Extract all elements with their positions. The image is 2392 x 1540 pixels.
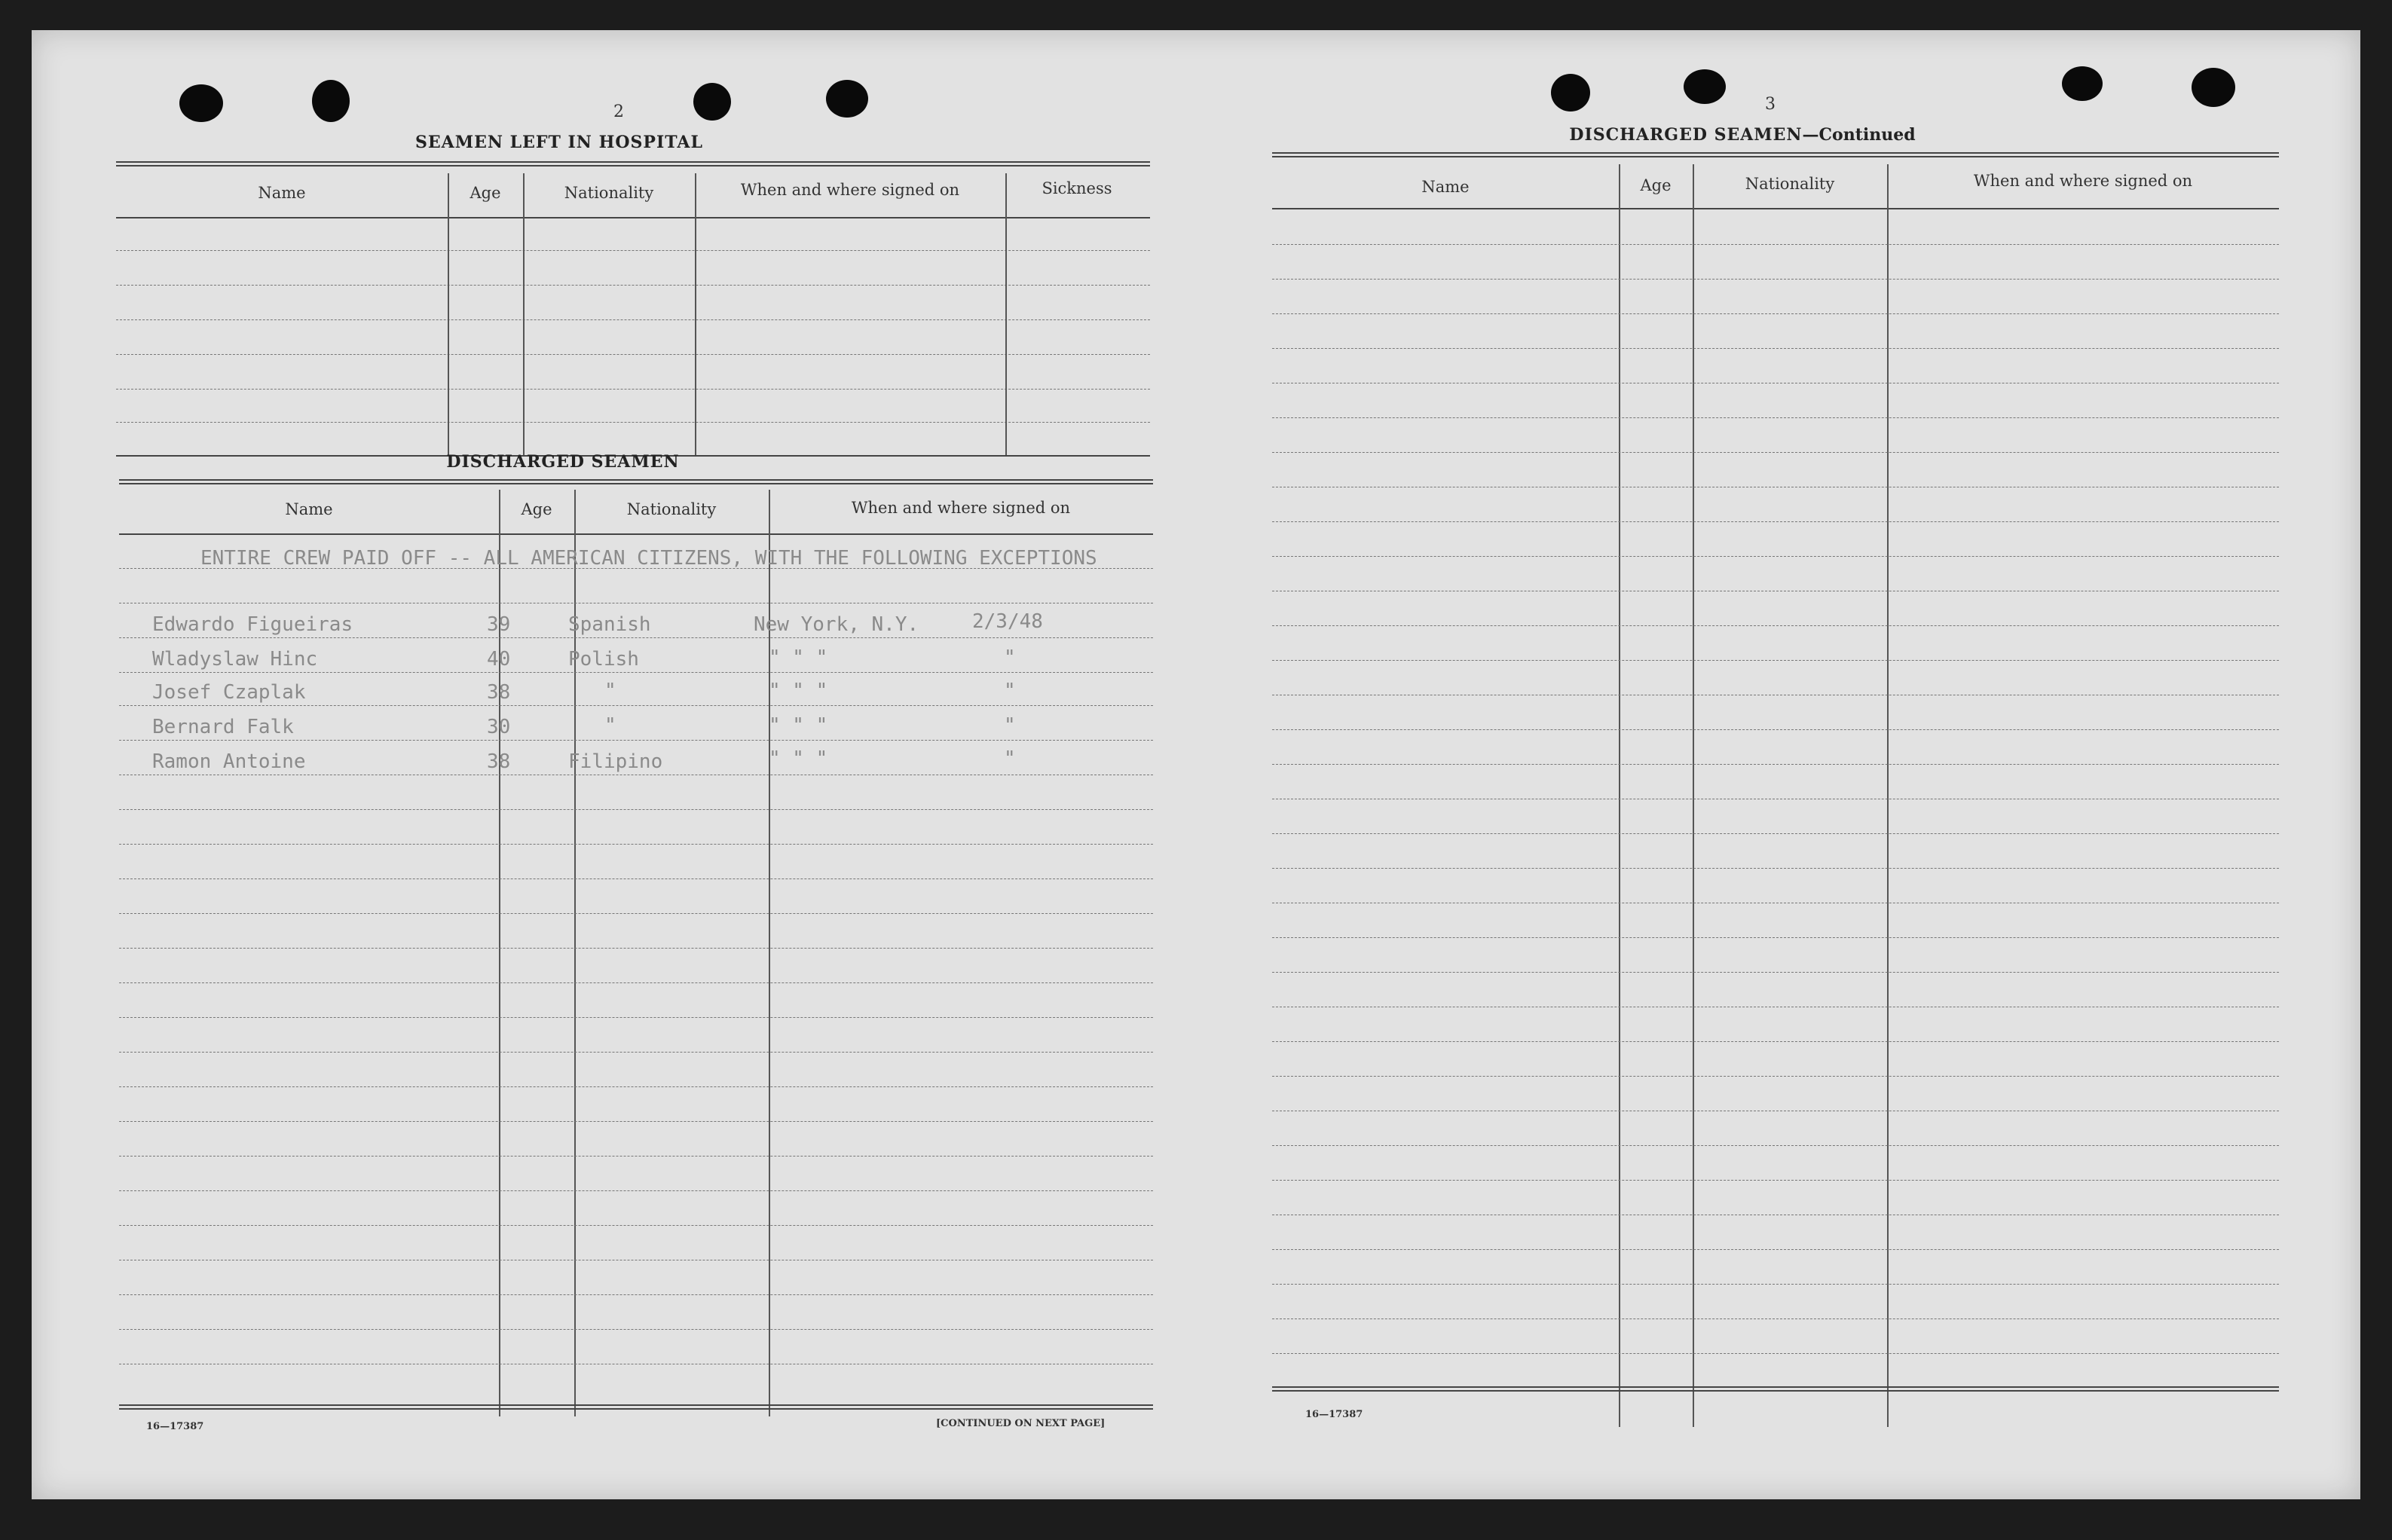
row-line xyxy=(119,1017,1153,1018)
row-line xyxy=(119,809,1153,810)
form-number: 16—17387 xyxy=(146,1421,204,1432)
signed-on-date: " xyxy=(1004,646,1016,669)
col-header-name: Name xyxy=(258,184,306,202)
col-header-name: Name xyxy=(1421,178,1470,196)
row-line xyxy=(119,913,1153,914)
col-divider xyxy=(448,173,449,455)
punch-hole xyxy=(312,80,350,122)
row-line xyxy=(1272,868,2279,869)
right-section-title-cont: —Continued xyxy=(1802,125,1916,145)
row-line xyxy=(116,250,1150,251)
row-line xyxy=(1272,660,2279,661)
row-line xyxy=(116,285,1150,286)
seaman-nationality: Spanish xyxy=(568,613,651,636)
seaman-nationality: " xyxy=(604,680,616,702)
col-header-when-where: When and where signed on xyxy=(851,499,1071,517)
row-line xyxy=(116,354,1150,355)
seaman-nationality: Filipino xyxy=(568,750,663,773)
row-line xyxy=(119,948,1153,949)
row-line xyxy=(119,878,1153,879)
row-line xyxy=(119,1225,1153,1226)
row-line xyxy=(1272,1076,2279,1077)
row-line xyxy=(119,844,1153,845)
signed-on-date: " xyxy=(1004,680,1016,702)
row-line xyxy=(1272,972,2279,973)
row-line xyxy=(119,705,1153,706)
row-line xyxy=(119,1086,1153,1087)
row-line xyxy=(119,1156,1153,1157)
seaman-name: Bernard Falk xyxy=(152,716,294,738)
signed-on-date: " xyxy=(1004,747,1016,770)
row-line xyxy=(1272,244,2279,245)
row-line xyxy=(1272,625,2279,626)
col-header-nationality: Nationality xyxy=(1745,175,1835,193)
col-header-nationality: Nationality xyxy=(626,500,717,518)
punch-hole xyxy=(693,83,731,121)
seaman-nationality: Polish xyxy=(568,648,639,671)
row-line xyxy=(116,319,1150,320)
seaman-name: Ramon Antoine xyxy=(152,750,306,773)
table-bottom-rule xyxy=(119,1404,1153,1410)
row-line xyxy=(1272,729,2279,730)
signed-on-date: 2/3/48 xyxy=(972,610,1043,633)
row-line xyxy=(1272,452,2279,453)
col-header-when-where: When and where signed on xyxy=(1973,172,2193,190)
seaman-age: 30 xyxy=(487,716,511,738)
seaman-age: 40 xyxy=(487,648,511,671)
signed-on-place: New York, N.Y. xyxy=(754,613,919,636)
row-line xyxy=(1272,417,2279,418)
punch-hole xyxy=(2062,66,2103,101)
table-top-rule xyxy=(116,161,1150,167)
signed-on-place: " " " xyxy=(769,714,828,737)
col-divider xyxy=(695,173,696,455)
row-line xyxy=(1272,556,2279,557)
punch-hole xyxy=(826,80,868,118)
row-line xyxy=(1272,1318,2279,1319)
row-line xyxy=(1272,833,2279,834)
row-line xyxy=(1272,1249,2279,1250)
seaman-age: 38 xyxy=(487,681,511,704)
right-section-title xyxy=(1554,125,1931,145)
seaman-name: Josef Czaplak xyxy=(152,681,306,704)
col-divider xyxy=(1005,173,1007,455)
row-line xyxy=(119,1190,1153,1191)
col-header-when-where: When and where signed on xyxy=(740,181,960,199)
col-divider xyxy=(1887,164,1889,1427)
seaman-name: Edwardo Figueiras xyxy=(152,613,353,636)
row-line xyxy=(119,740,1153,741)
signed-on-date: " xyxy=(1004,714,1016,737)
row-line xyxy=(1272,1180,2279,1181)
row-line xyxy=(119,672,1153,673)
page-number-right: 3 xyxy=(1765,95,1776,114)
table-bottom-rule xyxy=(1272,1386,2279,1392)
col-header-age: Age xyxy=(470,184,501,202)
table-top-rule xyxy=(119,479,1153,484)
col-divider xyxy=(523,173,525,455)
col-divider xyxy=(1619,164,1620,1427)
signed-on-place: " " " xyxy=(769,646,828,669)
row-line xyxy=(1272,313,2279,314)
form-sheet xyxy=(32,30,2360,1499)
row-line xyxy=(1272,348,2279,349)
header-rule xyxy=(1272,208,2279,209)
typed-note: ENTIRE CREW PAID OFF -- ALL AMERICAN CITIZENS, WITH THE FOLLOWING EXCEPTIONS xyxy=(200,547,1097,570)
seaman-name: Wladyslaw Hinc xyxy=(152,648,318,671)
col-header-age: Age xyxy=(1640,176,1672,194)
col-header-name: Name xyxy=(285,500,333,518)
header-rule xyxy=(119,533,1153,535)
col-header-sickness: Sickness xyxy=(1042,179,1112,197)
hospital-section-title: SEAMEN LEFT IN HOSPITAL xyxy=(415,133,703,152)
table-top-rule xyxy=(1272,152,2279,157)
row-line xyxy=(1272,764,2279,765)
punch-hole xyxy=(1684,69,1726,104)
row-line xyxy=(119,1329,1153,1330)
row-line xyxy=(1272,1041,2279,1042)
row-line xyxy=(1272,1353,2279,1354)
row-line xyxy=(119,1294,1153,1295)
row-line xyxy=(119,1052,1153,1053)
seaman-age: 39 xyxy=(487,613,511,636)
signed-on-place: " " " xyxy=(769,680,828,702)
continued-note: [CONTINUED ON NEXT PAGE] xyxy=(936,1418,1106,1429)
form-number: 16—17387 xyxy=(1305,1409,1363,1420)
right-section-title-main: DISCHARGED SEAMEN xyxy=(1569,125,1803,145)
punch-hole xyxy=(2192,68,2235,107)
row-line xyxy=(1272,1145,2279,1146)
punch-hole xyxy=(1551,74,1590,112)
col-divider xyxy=(1693,164,1694,1427)
col-header-nationality: Nationality xyxy=(564,184,654,202)
row-line xyxy=(1272,1284,2279,1285)
row-line xyxy=(1272,279,2279,280)
seaman-age: 38 xyxy=(487,750,511,773)
row-line xyxy=(116,389,1150,390)
row-line xyxy=(119,982,1153,983)
page-number-left: 2 xyxy=(613,102,624,121)
header-rule xyxy=(116,217,1150,218)
row-line xyxy=(119,637,1153,638)
discharged-section-title: DISCHARGED SEAMEN xyxy=(446,452,680,472)
row-line xyxy=(116,422,1150,423)
col-header-age: Age xyxy=(521,500,552,518)
row-line xyxy=(1272,937,2279,938)
seaman-nationality: " xyxy=(604,714,616,737)
row-line xyxy=(119,1121,1153,1122)
punch-hole xyxy=(179,84,223,122)
row-line xyxy=(1272,521,2279,522)
signed-on-place: " " " xyxy=(769,747,828,770)
